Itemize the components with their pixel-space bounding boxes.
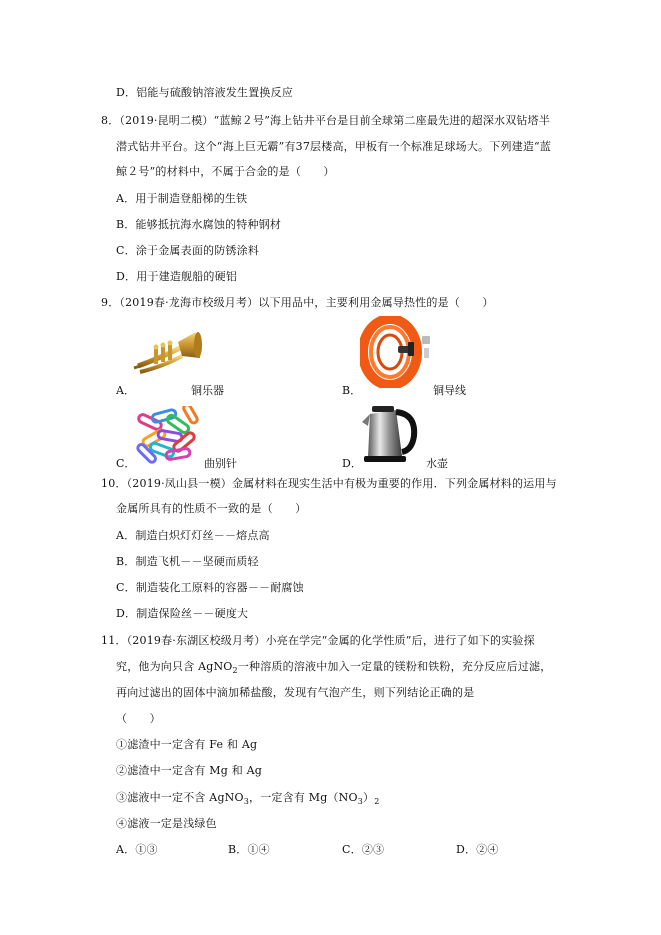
q11-s3-post: ） [362,791,375,804]
q8-option-a: A．用于制造登船梯的生铁 [116,192,248,205]
q11-line2-pre: 究，他为向只含 AgNO [116,660,233,673]
q9-stem: 9．（2019春·龙海市校级月考）以下用品中，主要利用金属导热性的是（ ） [101,296,494,309]
q11-answer-a: A．①③ [116,843,158,856]
q9-item-a-letter: A． [116,384,135,397]
q9-item-c-caption: 曲别针 [204,457,237,470]
q9-item-d-caption: 水壶 [426,457,448,470]
q11-s3-sub2: 3 [357,797,363,807]
q10-option-d: D．制造保险丝－－硬度大 [116,607,249,620]
kettle-icon [358,400,420,466]
q9-item-b-letter: B． [342,384,362,397]
cable-reel-icon [360,316,440,388]
q11-statement-1: ①滤渣中一定含有 Fe 和 Ag [116,738,258,751]
q11-statement-3 [116,791,379,809]
q8-option-d: D．用于建造舰船的硬铝 [116,270,238,283]
trumpet-icon [130,328,202,384]
q8-stem-line-1: 8．（2019·昆明二模）“蓝鲸２号”海上钻井平台是目前全球第二座最先进的超深水双钻塔半 [101,114,551,127]
q11-line2-post: 一种溶质的溶液中加入一定量的镁粉和铁粉，充分反应后过滤， [237,660,552,673]
q11-line2-sub: 2 [232,666,238,676]
q8-stem-line-2: 潜式钻井平台。这个“海上巨无霸”有37层楼高，甲板有一个标准足球场大。下列建造“蓝 [116,140,552,153]
paper-clips-icon [132,406,206,466]
q10-option-b: B．制造飞机－－坚硬而质轻 [116,555,259,568]
q11-answer-c: C．②③ [342,843,385,856]
q10-stem-line-1: 10．（2019·凤山县一模）金属材料在现实生活中有极为重要的作用．下列金属材料的运用与 [101,477,557,490]
q10-stem-line-2: 金属所具有的性质不一致的是（ ） [116,502,307,515]
q11-s3-pre: ③滤液中一定不含 AgNO [116,791,244,804]
q11-answer-b: B．①④ [228,843,270,856]
q8-stem-line-3: 鲸２号”的材料中，不属于合金的是（ ） [116,165,335,178]
q11-stem-line-1: 11．（2019春·东湖区校级月考）小亮在学完“金属的化学性质”后，进行了如下的实验探 [101,634,535,647]
q10-option-a: A．制造白炽灯灯丝－－熔点高 [116,529,270,542]
q11-s3-mid: ，一定含有 Mg（NO [249,791,358,804]
q8-option-c: C．涂于金属表面的防锈涂料 [116,244,260,257]
q11-s3-tail: 2 [374,797,380,807]
q11-stem-line-3: 再向过滤出的固体中滴加稀盐酸，发现有气泡产生，则下列结论正确的是 [116,686,475,699]
q11-s3-sub1: 3 [243,797,250,807]
q11-stem-line-2 [116,660,551,678]
q11-answer-d: D．②④ [456,843,499,856]
q8-option-b: B．能够抵抗海水腐蚀的特种钢材 [116,218,282,231]
q11-statement-4: ④滤液一定是浅绿色 [116,817,217,830]
q9-item-b-caption: 铜导线 [433,384,466,397]
q10-option-c: C．制造装化工原料的容器－－耐腐蚀 [116,581,304,594]
q11-stem-line-4: （ ） [116,712,161,725]
q11-statement-2: ②滤渣中一定含有 Mg 和 Ag [116,764,262,777]
q7-option-d: D．铝能与硫酸钠溶液发生置换反应 [116,86,294,99]
q9-item-c-letter: C． [116,457,136,470]
q9-item-d-letter: D． [342,457,362,470]
q9-item-a-caption: 铜乐器 [191,384,224,397]
